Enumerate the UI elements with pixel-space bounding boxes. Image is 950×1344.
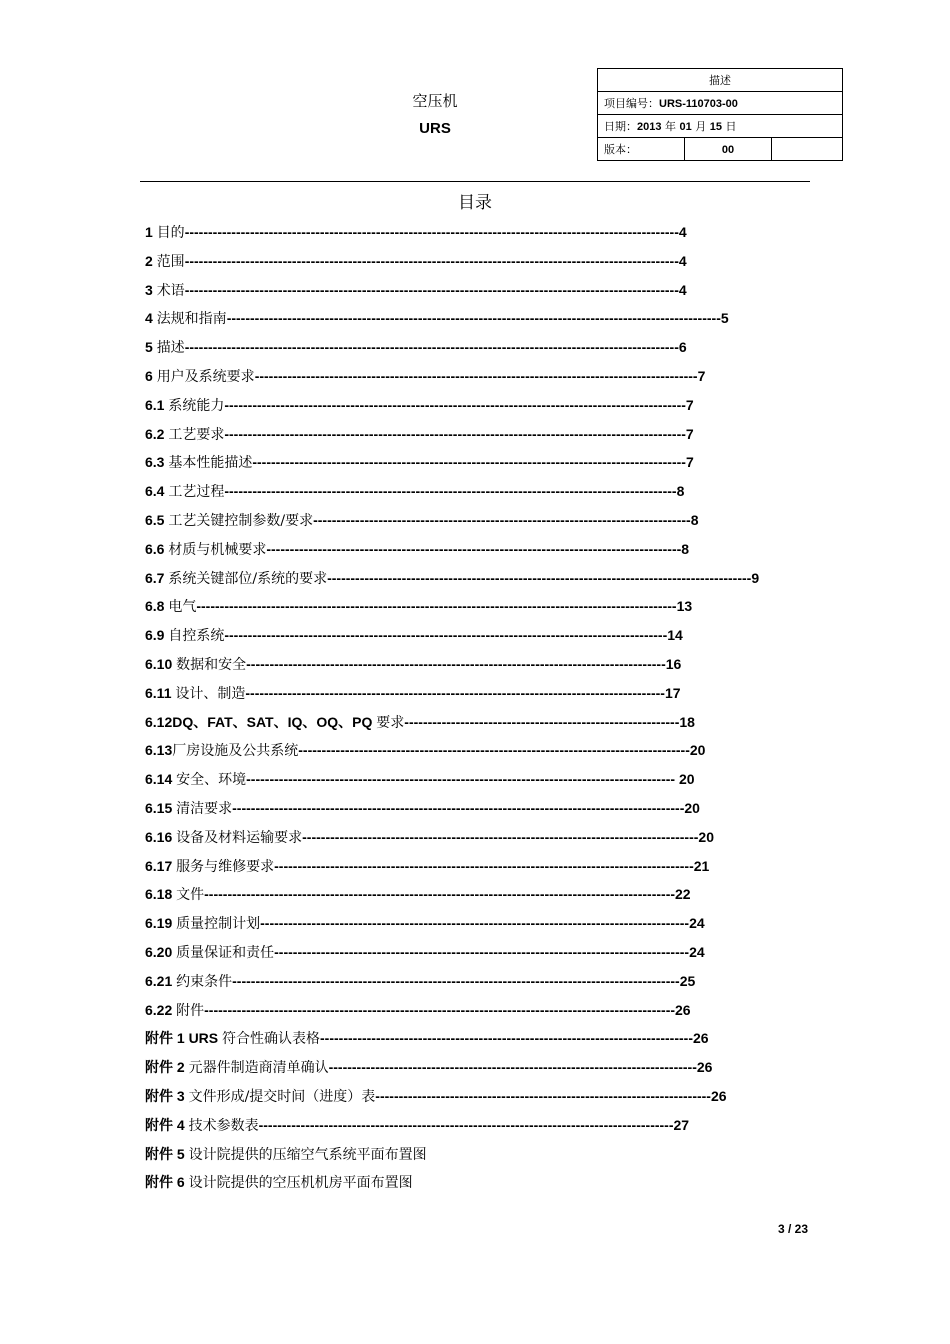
toc-entry-leader: ----------------------------------------------------------------------------------------- (258, 1116, 674, 1133)
toc-entry[interactable] (145, 998, 845, 1027)
toc-entry[interactable] (145, 306, 845, 335)
toc-entry-number: 6.22 (145, 1001, 177, 1018)
version-label: 版本： (598, 138, 685, 161)
toc-entry-page: 22 (675, 886, 691, 903)
toc-entry-number: 6.7 (145, 569, 169, 586)
toc-entry-number: 6.19 (145, 915, 177, 932)
toc-entry-number: 6.17 (145, 857, 177, 874)
toc-entry-number: 6.8 (145, 598, 169, 615)
toc-entry-page: 21 (693, 857, 710, 874)
toc-entry-number: 6.5 (145, 511, 169, 528)
toc-entry-number: 附件 3 (145, 1087, 189, 1104)
toc-entry[interactable] (145, 652, 845, 681)
toc-entry-title: 安全、环境 (176, 772, 247, 789)
toc-entry[interactable] (145, 767, 845, 796)
toc-entry[interactable] (145, 623, 845, 652)
toc-entry-leader: ------------------------------------------------------------------------ (375, 1087, 711, 1104)
toc-entry-number: 3 (145, 281, 157, 298)
toc-entry-page: 5 (720, 310, 729, 327)
toc-entry-title: 厂房设施及公共系统 (172, 743, 299, 760)
info-row-project (598, 92, 843, 115)
toc-entry-title: 设备及材料运输要求 (176, 829, 303, 846)
info-row-date (598, 115, 843, 138)
header-divider (140, 181, 810, 182)
toc-entry-title: 质量控制计划 (176, 916, 261, 933)
toc-entry-title: 设计院提供的空压机机房平面布置图 (188, 1175, 413, 1192)
toc-entry-title: 元器件制造商清单确认 (188, 1060, 329, 1077)
toc-entry-page: 8 (690, 511, 699, 528)
toc-entry-leader: ----------------------------------------------------------- (404, 713, 680, 730)
toc-entry-page: 14 (667, 627, 683, 644)
toc-entry-leader: ---------------------------------------------------------------------------------------------------------- (184, 252, 679, 269)
toc-entry[interactable] (145, 940, 845, 969)
toc-entry-page: 6 (678, 339, 687, 356)
toc-entry-number: 4 (145, 310, 157, 327)
toc-entry-title: 系统关键部位/系统的要求 (168, 570, 328, 587)
toc-entry-page: 4 (678, 281, 687, 298)
toc-entry-title: 法规和指南 (156, 311, 227, 328)
toc-entry[interactable] (145, 479, 845, 508)
toc-entry-number: 6.16 (145, 828, 177, 845)
date-label: 日期： (604, 120, 637, 133)
toc-entry-number: 6 (145, 367, 157, 384)
toc-entry-page: 7 (685, 396, 694, 413)
toc-entry-title: 要求 (376, 714, 405, 731)
toc-entry-number: 6.13 (145, 742, 173, 759)
toc-entry-title: 工艺关键控制参数/要求 (168, 512, 314, 529)
toc-entry-page: 16 (665, 655, 682, 672)
toc-entry-title: 设计、制造 (175, 685, 246, 702)
toc-entry-title: 描述 (156, 340, 185, 357)
toc-entry-page: 17 (664, 684, 681, 701)
toc-entry[interactable] (145, 882, 845, 911)
toc-entry[interactable] (145, 1026, 845, 1055)
info-heading: 描述 (598, 69, 843, 92)
date-year: 2013 (637, 121, 662, 133)
toc-entry-title: 工艺要求 (168, 426, 225, 443)
toc-entry-leader: --------------------------------------------------------------------------------------------------- (224, 396, 686, 413)
toc-entry-leader: ---------------------------------------------------------------------------------------------------------- (184, 224, 679, 240)
project-number-value: URS-110703-00 (659, 98, 738, 110)
toc-entry-leader: ------------------------------------------------------------------------------------------ (274, 857, 694, 874)
toc-entry-page: 20 (675, 771, 695, 788)
toc-entry-page: 24 (689, 943, 705, 960)
toc-entry-leader: ---------------------------------------------------------------------------------------------------------- (226, 310, 721, 327)
toc-entry[interactable] (145, 854, 845, 883)
project-number-label: 项目编号： (604, 97, 659, 110)
toc-entry-number: 6.12DQ、FAT、SAT、IQ、OQ、PQ (145, 713, 377, 730)
toc-entry-page: 25 (679, 972, 696, 989)
toc-entry-number: 6.11 (145, 684, 176, 701)
toc-entry-leader: ----------------------------------------------------------------------------------------------------- (204, 1001, 676, 1018)
toc-entry-page: 4 (678, 224, 687, 240)
toc-entry-page: 7 (685, 425, 694, 442)
toc-entry-leader: ------------------------------------------------------------------------------------------------- (224, 483, 677, 500)
toc-entry-title: 质量保证和责任 (176, 944, 275, 961)
date-year-unit: 年 (664, 120, 676, 133)
toc-entry[interactable] (145, 537, 845, 566)
toc-entry-leader: -------------------------------------------------------------------------------------------- (260, 915, 690, 932)
toc-entry[interactable] (145, 1142, 845, 1171)
toc-entry-leader: --------------------------------------------------------------------------------------------------- (224, 425, 686, 442)
toc-entry-number: 2 (145, 252, 157, 269)
toc-entry-leader: ------------------------------------------------------------------------------------------ (246, 655, 666, 672)
toc-entry-number: 6.4 (145, 483, 169, 500)
toc-entry[interactable] (145, 249, 845, 278)
toc-entry-page: 18 (679, 713, 695, 730)
version-empty-cell (772, 138, 843, 161)
toc-entry[interactable] (145, 825, 845, 854)
table-of-contents (145, 220, 845, 1199)
toc-entry-number: 6.3 (145, 454, 169, 471)
toc-entry[interactable] (145, 681, 845, 710)
toc-entry-title: 设计院提供的压缩空气系统平面布置图 (188, 1146, 427, 1163)
toc-entry-page: -20 (679, 799, 700, 816)
toc-entry-leader: ----------------------------------------------------------------------------------------------- (254, 367, 698, 384)
toc-entry[interactable] (145, 566, 845, 595)
toc-entry-page: 26 (692, 1030, 709, 1047)
toc-entry-leader: ----------------------------------------------------------------------------------------------- (224, 627, 668, 644)
toc-entry-leader: --------------------------------------------------------------------------------------------- (252, 454, 686, 471)
date-day: 15 (709, 121, 722, 133)
toc-entry[interactable] (145, 335, 845, 364)
toc-entry-title: 基本性能描述 (168, 455, 253, 472)
toc-entry-title: 用户及系统要求 (156, 368, 255, 385)
toc-entry-leader: ----------------------------------------------------------------------------------------- (274, 943, 690, 960)
toc-title: 目录 (458, 193, 492, 213)
toc-entry-number: 6.18 (145, 886, 177, 903)
toc-entry-leader: ------------------------------------------------------------------------------------------------------- (196, 598, 677, 615)
toc-entry-page: 13 (676, 598, 693, 615)
toc-entry-leader: ------------------------------------------------------------------------------------------- (327, 569, 752, 586)
toc-entry-title: 目的 (156, 225, 185, 241)
toc-entry[interactable] (145, 969, 845, 998)
toc-entry-leader: --------------------------------------------------------------------------------- (313, 511, 691, 528)
toc-entry-page: 7 (685, 454, 694, 471)
toc-entry-title: 服务与维修要求 (176, 858, 275, 875)
info-row-heading (598, 69, 843, 92)
toc-entry-number: 附件 4 (145, 1116, 189, 1133)
toc-entry-number: 6.14 (145, 771, 177, 788)
toc-entry-number: 附件 1 URS (145, 1030, 223, 1047)
toc-entry-leader: ---------------------------------------------------------------------------------------------------------- (184, 339, 679, 356)
toc-entry-title: 自控系统 (168, 628, 225, 645)
toc-entry[interactable] (145, 364, 845, 393)
version-value-text: 00 (721, 143, 735, 156)
date-month: 01 (679, 121, 692, 133)
toc-entry-title: 数据和安全 (176, 656, 247, 673)
toc-entry-number: 1 (145, 224, 157, 240)
toc-entry-page: 4 (678, 252, 687, 269)
toc-entry-page: 26 (710, 1087, 727, 1104)
toc-entry-leader: ------------------------------------------------------------------------------- (328, 1059, 697, 1076)
toc-entry-page: 26 (675, 1001, 691, 1018)
toc-entry-number: 5 (145, 339, 157, 356)
toc-entry[interactable] (145, 278, 845, 307)
version-value (685, 138, 772, 161)
toc-entry-number: 6.10 (145, 655, 177, 672)
date-cell (598, 115, 843, 138)
toc-entry[interactable] (145, 450, 845, 479)
page-number: 3 / 23 (777, 1222, 808, 1236)
project-number-cell (598, 92, 843, 115)
toc-entry-title: 材质与机械要求 (168, 541, 267, 558)
toc-entry-number: 6.2 (145, 425, 169, 442)
toc-entry[interactable] (145, 393, 845, 422)
toc-entry-page: 9 (751, 569, 760, 586)
toc-entry-title: 系统能力 (168, 397, 225, 414)
toc-entry-title: 文件形成/提交时间（进度）表 (188, 1088, 376, 1105)
toc-entry-title: 工艺过程 (168, 484, 225, 501)
toc-entry-leader: ------------------------------------------------------------------------------------------------ (232, 799, 680, 816)
toc-entry-page: 27 (673, 1116, 690, 1133)
toc-entry-page: 7 (697, 367, 706, 384)
toc-entry[interactable] (145, 710, 845, 739)
toc-entry-leader: ---------------------------------------------------------------------------------------------------------- (184, 281, 679, 298)
toc-entry-page: 26 (696, 1059, 713, 1076)
document-header (340, 90, 530, 140)
toc-entry-number: 6.15 (145, 799, 177, 816)
date-month-unit: 月 (695, 120, 707, 133)
toc-entry-number: 6.21 (145, 972, 177, 989)
toc-entry-title: 范围 (156, 253, 185, 270)
toc-entry-page: 20 (689, 742, 706, 759)
toc-entry-leader: ------------------------------------------------------------------------------------------------ (232, 972, 680, 989)
toc-entry-title: 清洁要求 (176, 800, 233, 817)
toc-entry-title: 文件 (176, 887, 205, 904)
toc-entry-leader: -------------------------------------------------------------------------------- (320, 1030, 693, 1047)
toc-entry[interactable] (145, 738, 845, 767)
toc-entry-leader: ----------------------------------------------------------------------------------------------------- (204, 886, 676, 903)
toc-entry-title: 技术参数表 (188, 1117, 259, 1134)
info-row-version (598, 138, 843, 161)
toc-entry[interactable] (145, 796, 845, 825)
toc-entry[interactable] (145, 911, 845, 940)
toc-entry-number: 6.6 (145, 540, 169, 557)
toc-entry[interactable] (145, 422, 845, 451)
toc-entry-title: 附件 (176, 1002, 205, 1019)
toc-entry-title: 约束条件 (176, 973, 233, 990)
toc-entry-number: 6.1 (145, 396, 169, 413)
toc-entry[interactable] (145, 508, 845, 537)
toc-entry[interactable] (145, 1084, 845, 1113)
toc-entry-page: 24 (689, 915, 705, 932)
toc-entry-number: 附件 6 (145, 1174, 189, 1191)
toc-entry-leader: ------------------------------------------------------------------------------------------ (245, 684, 665, 701)
toc-entry[interactable] (145, 220, 845, 249)
document-title-en: URS (419, 120, 451, 137)
toc-entry-leader: ------------------------------------------------------------------------------------- (302, 828, 699, 845)
date-day-unit: 日 (725, 120, 737, 133)
toc-entry-title: 符合性确认表格 (222, 1031, 321, 1048)
toc-entry-leader: ------------------------------------------------------------------------------------ (298, 742, 690, 759)
toc-entry[interactable] (145, 1170, 845, 1199)
document-info-table (597, 68, 843, 161)
toc-entry[interactable] (145, 594, 845, 623)
toc-entry-page: 8 (676, 483, 685, 500)
toc-entry-number: 附件 5 (145, 1145, 189, 1162)
toc-entry-number: 6.9 (145, 627, 169, 644)
toc-entry[interactable] (145, 1113, 845, 1142)
document-title-cn: 空压机 (412, 92, 458, 110)
toc-entry-number: 6.20 (145, 943, 177, 960)
toc-entry-page: 20 (698, 828, 714, 845)
toc-entry-leader: -------------------------------------------------------------------------------------------- (246, 771, 676, 788)
toc-entry-leader: ----------------------------------------------------------------------------------------- (266, 540, 682, 557)
toc-entry-title: 电气 (168, 599, 197, 616)
toc-entry-title: 术语 (156, 282, 185, 299)
toc-entry-number: 附件 2 (145, 1059, 189, 1076)
toc-entry[interactable] (145, 1055, 845, 1084)
toc-entry-page: 8 (681, 540, 690, 557)
